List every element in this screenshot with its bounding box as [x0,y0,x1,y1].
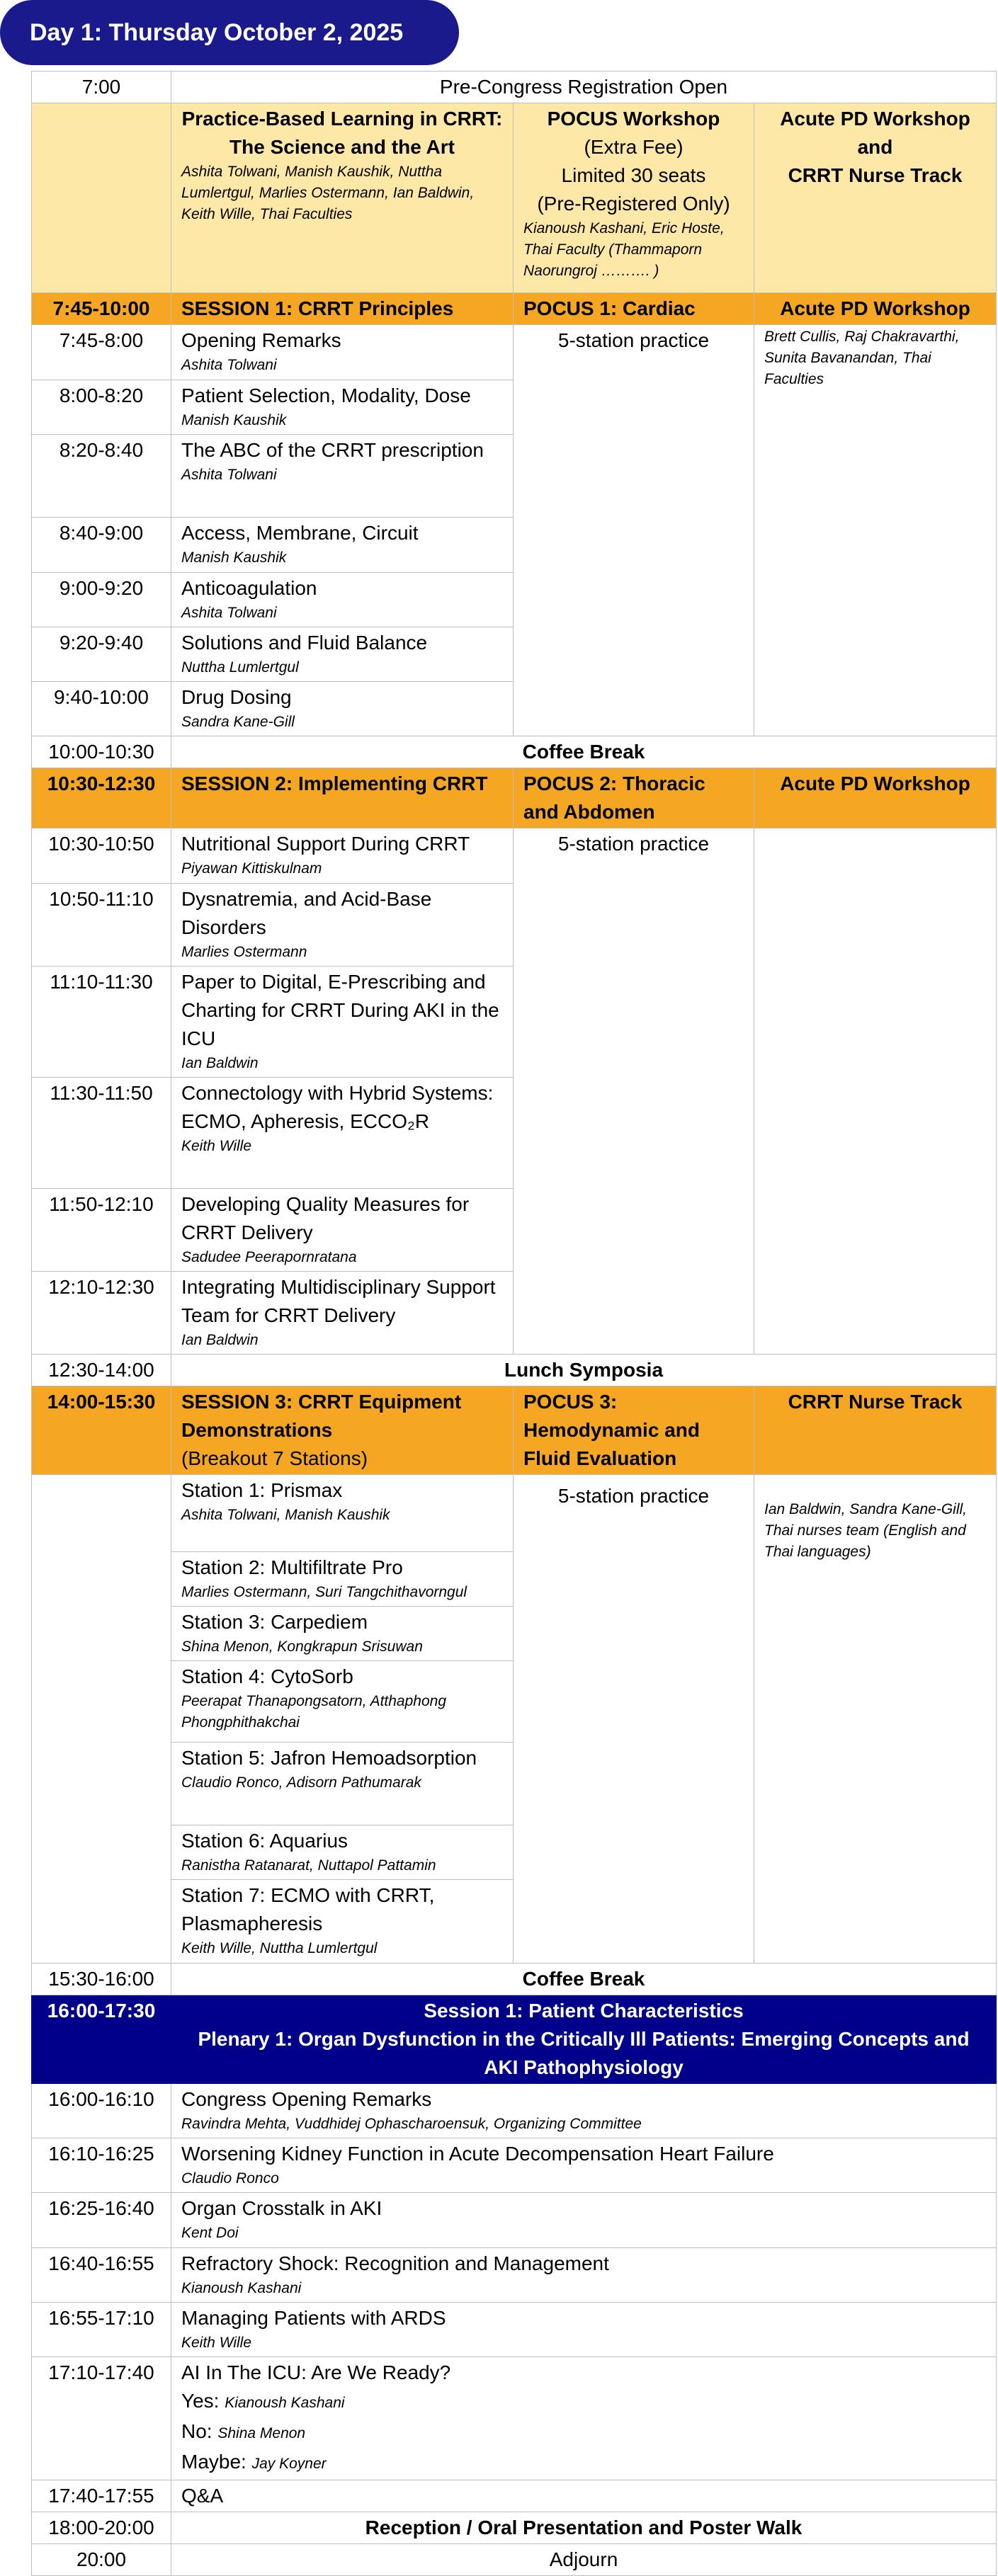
talk-title: Connectology with Hybrid Systems: ECMO, Apheresis, ECCO₂R [181,1082,494,1132]
talk-speaker: Ashita Tolwani [181,467,277,483]
pocus-practice-cell: 5-station practice [514,1475,754,1964]
station-row [32,1475,997,1552]
plenary-time: 16:00-17:30 [32,1995,171,2084]
talk-time: 8:20-8:40 [32,435,171,518]
station-speaker: Shina Menon, Kongkrapun Srisuwan [181,1639,423,1655]
talk-title: Managing Patients with ARDS [181,2307,446,2329]
talk-row [32,828,997,884]
session2-pd: Acute PD Workshop [754,768,997,828]
pocus-seats: Limited 30 seats [561,164,706,186]
station-title: Station 1: Prismax [181,1479,343,1501]
debate-row [32,2357,997,2480]
track-header-row [32,103,997,293]
session3-nurse: CRRT Nurse Track [754,1386,997,1475]
debate-no [181,2417,986,2448]
talk-speaker: Nuttha Lumlertgul [181,659,299,676]
talk-speaker: Kianoush Kashani [181,2280,302,2296]
crrt-track-title: Practice-Based Learning in CRRT: The Science and the Art [181,108,503,158]
crrt-track-header [171,103,514,293]
talk-time: 16:40-16:55 [32,2248,171,2303]
talk-title: Solutions and Fluid Balance [181,632,428,654]
qa-row [32,2480,997,2512]
row-time: 20:00 [32,2544,171,2576]
talk-speaker: Ravindra Mehta, Vuddhidej Ophascharoensuk, Organizing Committee [181,2116,642,2132]
row-label: Coffee Break [171,736,997,768]
lunch-row [32,1355,997,1386]
row-label: Pre-Congress Registration Open [171,72,997,103]
row-label: Lunch Symposia [171,1355,997,1386]
pd-track-header [754,103,997,293]
day-title-badge: Day 1: Thursday October 2, 2025 [0,0,459,65]
row-time: 12:30-14:00 [32,1355,171,1386]
pocus-prereg: (Pre-Registered Only) [537,193,730,215]
pd-speakers-cell [754,325,997,736]
session3-title: SESSION 3: CRRT Equipment Demonstrations [181,1391,462,1441]
plenary-title-cell [171,1995,997,2084]
pocus-track-speakers: Kianoush Kashani, Eric Hoste, Thai Faculty (Thammaporn Naorungroj ………. ) [523,220,725,279]
talk-cell [171,1272,514,1355]
debate-no-speaker: Shina Menon [217,2425,306,2441]
talk-speaker: Manish Kaushik [181,412,287,428]
debate-no-label: No: [181,2420,212,2442]
plenary-session-title: Session 1: Patient Characteristics [424,2000,744,2022]
talk-title: Refractory Shock: Recognition and Management [181,2252,609,2274]
talk-speaker: Ian Baldwin [181,1332,259,1348]
talk-title: Opening Remarks [181,329,341,351]
talk-time: 17:40-17:55 [32,2480,171,2512]
debate-yes-label: Yes: [181,2390,220,2412]
talk-time: 11:10-11:30 [32,967,171,1078]
session1-header-row [32,293,997,325]
row-time: 10:00-10:30 [32,736,171,768]
row-time: 15:30-16:00 [32,1964,171,1995]
talk-speaker: Manish Kaushik [181,549,287,566]
session3-subtitle: (Breakout 7 Stations) [181,1447,368,1469]
pd-title-line1: Acute PD Workshop [780,108,970,130]
talk-cell [171,1078,514,1189]
talk-time: 17:10-17:40 [32,2357,171,2480]
empty-time-cell [32,1475,171,1964]
crrt-track-speakers: Ashita Tolwani, Manish Kaushik, Nuttha Lumlertgul, Marlies Ostermann, Ian Baldwin, Keith Wille, Thai Faculties [181,164,475,222]
talk-time: 11:30-11:50 [32,1078,171,1189]
talk-row [32,325,997,380]
debate-maybe [181,2448,986,2478]
talk-time: 16:55-17:10 [32,2303,171,2357]
station-speaker: Ranistha Ratanarat, Nuttapol Pattamin [181,1857,436,1874]
talk-time: 7:45-8:00 [32,325,171,380]
row-label: Coffee Break [171,1964,997,1995]
talk-time: 16:10-16:25 [32,2138,171,2193]
plenary-title: Plenary 1: Organ Dysfunction in the Critically Ill Patients: Emerging Concepts and AKI Pathophysiology [198,2028,970,2078]
talk-time: 9:20-9:40 [32,627,171,682]
pd-title-line3: CRRT Nurse Track [788,164,963,186]
debate-cell [171,2357,997,2480]
talk-cell [171,518,514,573]
empty-cell [32,103,171,293]
adjourn-row [32,2544,997,2576]
pd-empty-cell [754,828,997,1355]
talk-title: Developing Quality Measures for CRRT Delivery [181,1193,470,1243]
talk-cell [171,1189,514,1272]
debate-title: AI In The ICU: Are We Ready? [181,2361,451,2383]
talk-time: 16:25-16:40 [32,2193,171,2248]
talk-title: Drug Dosing [181,686,292,708]
station-cell [171,1825,514,1880]
debate-maybe-label: Maybe: [181,2451,246,2473]
session3-time: 14:00-15:30 [32,1386,171,1475]
talk-speaker: Kent Doi [181,2225,239,2241]
station-speaker: Keith Wille, Nuttha Lumlertgul [181,1940,378,1956]
talk-cell [171,627,514,682]
pocus-track-title: POCUS Workshop [547,108,720,130]
talk-title: Worsening Kidney Function in Acute Decompensation Heart Failure [181,2143,774,2165]
station-speaker: Ashita Tolwani, Manish Kaushik [181,1507,390,1523]
pd-title-line2: and [857,136,893,158]
row-time: 18:00-20:00 [32,2512,171,2544]
talk-time: 9:00-9:20 [32,573,171,627]
coffee-break-row [32,1964,997,1995]
talk-time: 12:10-12:30 [32,1272,171,1355]
talk-title: Paper to Digital, E-Prescribing and Charting for CRRT During AKI in the ICU [181,971,499,1049]
pocus-practice-cell: 5-station practice [514,325,754,736]
pd-speakers: Brett Cullis, Raj Chakravarthi, Sunita Bavanandan, Thai Faculties [764,329,960,387]
talk-title: Nutritional Support During CRRT [181,833,470,855]
session3-header-row [32,1386,997,1475]
station-cell [171,1661,514,1743]
coffee-break-row [32,736,997,768]
plenary-talk-row [32,2138,997,2193]
talk-time: 8:40-9:00 [32,518,171,573]
plenary-talk-row [32,2193,997,2248]
session3-title-cell [171,1386,514,1475]
talk-speaker: Ashita Tolwani [181,605,277,621]
plenary-talk-row [32,2248,997,2303]
session1-time: 7:45-10:00 [32,293,171,325]
row-label: Adjourn [171,2544,997,2576]
debate-maybe-speaker: Jay Koyner [251,2456,327,2472]
talk-time: 16:00-16:10 [32,2084,171,2138]
nurse-speakers-cell [754,1475,997,1964]
talk-cell [171,967,514,1078]
pocus-fee: (Extra Fee) [584,136,684,158]
qa-title: Q&A [171,2480,997,2512]
talk-title: Patient Selection, Modality, Dose [181,384,471,406]
station-title: Station 4: CytoSorb [181,1665,353,1687]
station-title: Station 5: Jafron Hemoadsorption [181,1747,477,1769]
nurse-speakers: Ian Baldwin, Sandra Kane-Gill, Thai nurses team (English and Thai languages) [764,1501,967,1560]
station-speaker: Claudio Ronco, Adisorn Pathumarak [181,1774,421,1791]
plenary-talk-row [32,2303,997,2357]
talk-speaker: Piyawan Kittiskulnam [181,860,322,877]
talk-title: Integrating Multidisciplinary Support Team for CRRT Delivery [181,1276,496,1326]
session2-header-row [32,768,997,828]
talk-cell [171,380,514,435]
talk-title: Anticoagulation [181,577,317,599]
talk-speaker: Sandra Kane-Gill [181,714,295,730]
row-label: Reception / Oral Presentation and Poster Walk [171,2512,997,2544]
station-cell [171,1880,514,1964]
talk-speaker: Ashita Tolwani [181,357,277,373]
pocus-practice-cell: 5-station practice [514,828,754,1355]
station-speaker: Peerapat Thanapongsatorn, Atthaphong Phongphithakchai [181,1693,447,1731]
talk-title: Congress Opening Remarks [181,2088,432,2110]
session3-pocus: POCUS 3: Hemodynamic and Fluid Evaluation [514,1386,754,1475]
plenary-talk-row [32,2084,997,2138]
talk-title: Dysnatremia, and Acid-Base Disorders [181,888,432,938]
session2-time: 10:30-12:30 [32,768,171,828]
talk-cell [171,435,514,518]
talk-title: The ABC of the CRRT prescription [181,439,484,461]
registration-row [32,72,997,103]
talk-time: 11:50-12:10 [32,1189,171,1272]
session2-pocus: POCUS 2: Thoracic and Abdomen [514,768,754,828]
talk-cell [171,2138,997,2193]
reception-row [32,2512,997,2544]
talk-cell [171,2248,997,2303]
talk-speaker: Ian Baldwin [181,1055,259,1071]
pocus-track-header [514,103,754,293]
station-title: Station 2: Multifiltrate Pro [181,1556,403,1578]
plenary-header-row [32,1995,997,2084]
station-cell [171,1743,514,1825]
station-title: Station 3: Carpediem [181,1611,368,1633]
talk-cell [171,682,514,736]
talk-title: Organ Crosstalk in AKI [181,2197,382,2219]
session1-title: SESSION 1: CRRT Principles [171,293,514,325]
talk-cell [171,573,514,627]
talk-speaker: Sadudee Peerapornratana [181,1249,357,1265]
talk-cell [171,2193,997,2248]
talk-cell [171,2303,997,2357]
talk-time: 9:40-10:00 [32,682,171,736]
talk-cell [171,884,514,967]
talk-speaker: Keith Wille [181,2335,252,2351]
debate-yes [181,2387,986,2417]
station-cell [171,1552,514,1607]
session1-pd: Acute PD Workshop [754,293,997,325]
talk-time: 10:30-10:50 [32,828,171,884]
talk-title: Access, Membrane, Circuit [181,522,419,544]
session1-pocus: POCUS 1: Cardiac [514,293,754,325]
station-title: Station 7: ECMO with CRRT, Plasmapheresis [181,1884,435,1934]
talk-time: 10:50-11:10 [32,884,171,967]
schedule-table [31,71,997,2576]
talk-cell [171,2084,997,2138]
talk-speaker: Claudio Ronco [181,2170,279,2187]
talk-speaker: Keith Wille [181,1138,252,1154]
talk-time: 8:00-8:20 [32,380,171,435]
station-speaker: Marlies Ostermann, Suri Tangchithavorngul [181,1584,467,1600]
station-cell [171,1607,514,1661]
talk-cell [171,828,514,884]
debate-yes-speaker: Kianoush Kashani [225,2395,345,2411]
row-time: 7:00 [32,72,171,103]
talk-cell [171,325,514,380]
talk-speaker: Marlies Ostermann [181,944,307,960]
station-title: Station 6: Aquarius [181,1830,348,1852]
station-cell [171,1475,514,1552]
session2-title: SESSION 2: Implementing CRRT [171,768,514,828]
